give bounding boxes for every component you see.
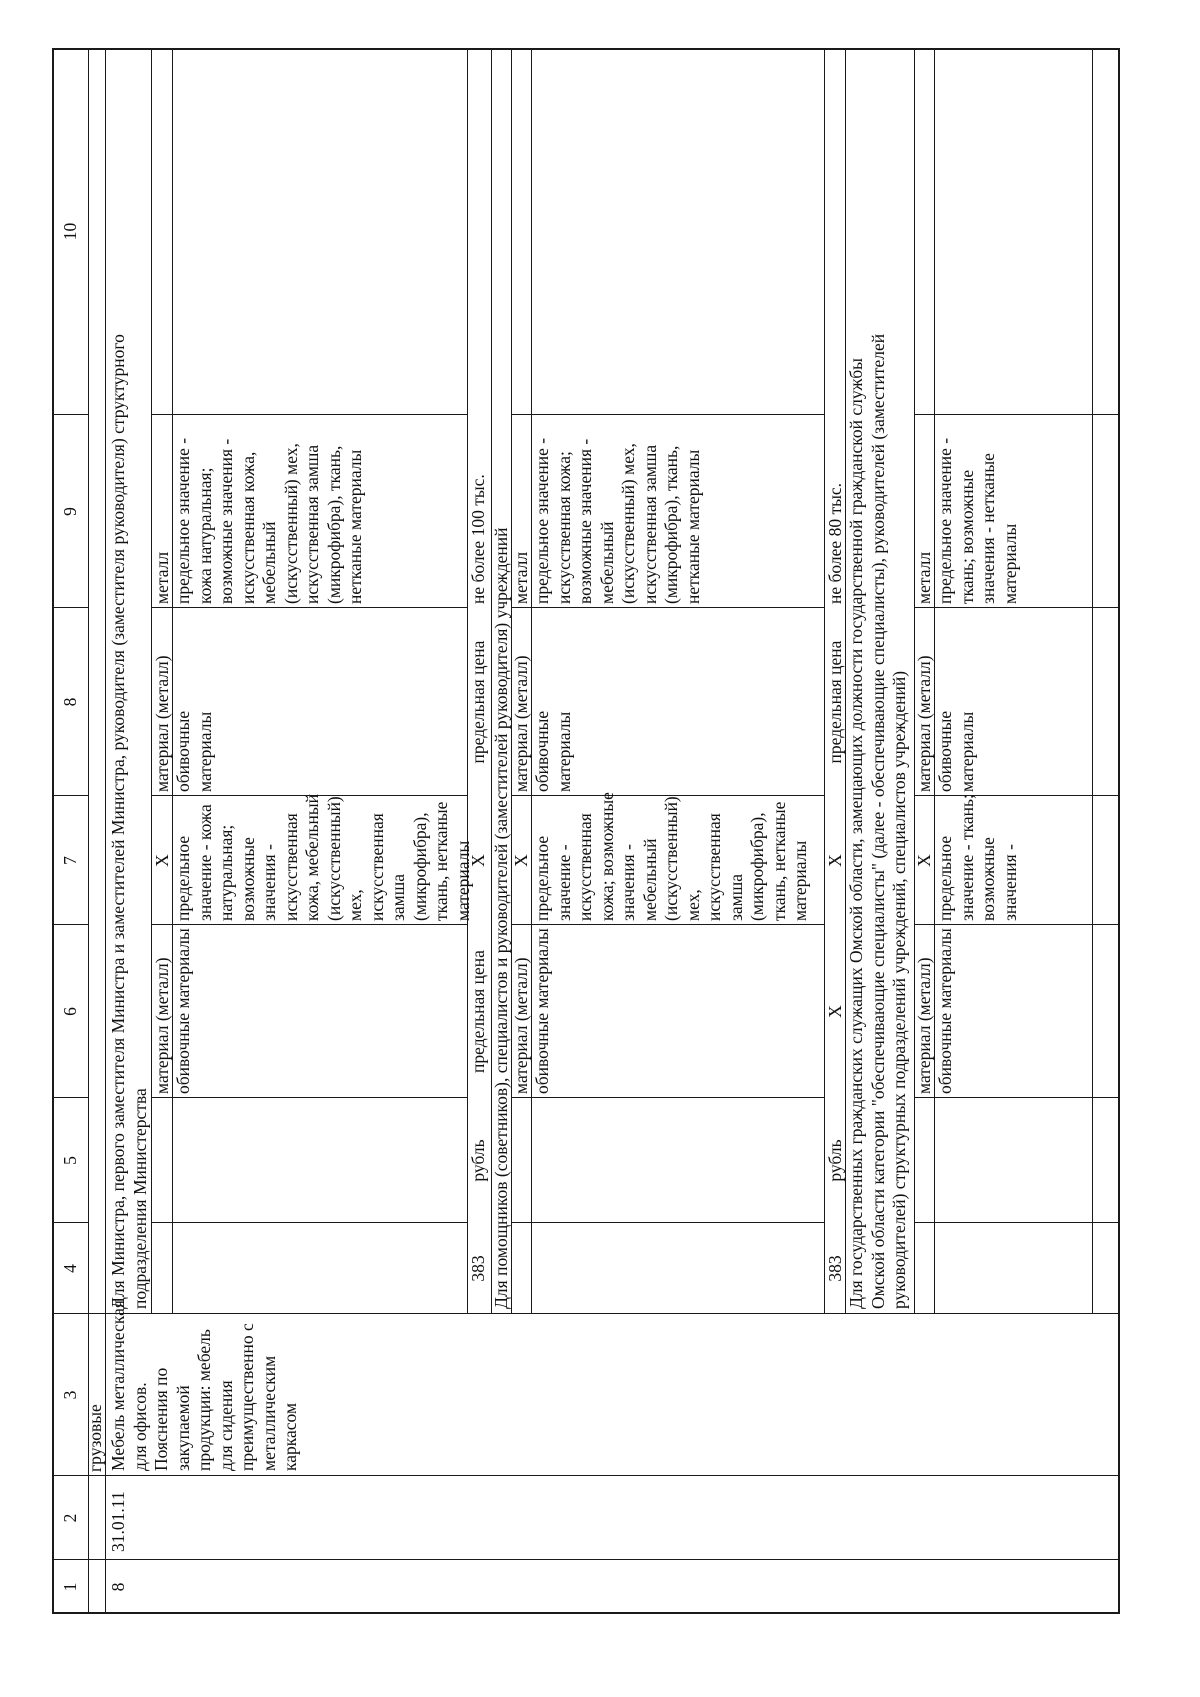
s1-material-c6: материал (металл) <box>152 957 172 1094</box>
col-number-5: 5 <box>60 1156 80 1165</box>
trucks-label: грузовые <box>85 1404 105 1472</box>
s1-material-c8: материал (металл) <box>152 655 172 792</box>
col-number-4: 4 <box>60 1264 80 1273</box>
item-code: 31.01.11 <box>108 1491 128 1552</box>
s1-price-c5: рубль <box>468 1139 488 1182</box>
s1-material-c7: X <box>152 854 172 867</box>
s3-upholstery-c7: предельное значение - ткань; возможные значения - <box>935 794 1020 921</box>
border-left <box>52 1613 1120 1615</box>
col-number-8: 8 <box>60 697 80 707</box>
s1-price-c9: не более 100 тыс. <box>468 474 488 604</box>
s2-price-c6: X <box>825 1005 845 1018</box>
s1-upholstery-c6: обивочные материалы <box>173 928 193 1094</box>
col-number-2: 2 <box>60 1513 80 1523</box>
s1-price-c6: предельная цена <box>468 950 488 1073</box>
s2-upholstery-c7: предельное значение - искусственная кожа; возможные значения - мебельный (искусственный) мех, искусственная замша (микрофибра), ткань, нетканые материалы <box>532 792 810 921</box>
s3-upholstery-c9: предельное значение - ткань; возможные значения - нетканые материалы <box>935 437 1020 604</box>
col-number-9: 9 <box>60 507 80 516</box>
s2-price-c7: X <box>825 854 845 867</box>
s3-material-c7: X <box>914 854 934 867</box>
s3-material-c9: металл <box>914 551 934 604</box>
s2-upholstery-c9: предельное значение - искусственная кожа; возможные значения - мебельный (искусственный) мех, искусственная замша (микрофибра), ткань, нетканые материалы <box>532 437 703 604</box>
section-3-title: Для государственных гражданских служащих Омской области, замещающих должности государственной гражданской службы Омской области категории "обеспечивающие специалисты" (далее - обеспечивающие специалисты), руководителей (заместителей руководителей) структурных подразделений учреждений, специалистов учреждений) <box>846 333 909 1309</box>
col-line-2 <box>52 1475 1120 1476</box>
s1-upholstery-c8: обивочные материалы <box>173 710 215 792</box>
header-line <box>88 48 89 1614</box>
col-number-7: 7 <box>60 856 80 865</box>
border-bottom <box>1118 48 1120 1614</box>
item-name: Мебель металлическая для офисов. Пояснения по закупаемой продукции: мебель для сидения преимущественно с металлическим каркасом <box>108 1300 300 1471</box>
trucks-line <box>105 48 106 1614</box>
s3-material-c6: материал (металл) <box>914 957 934 1094</box>
s1-upholstery-c7: предельное значение - кожа натуральная; возможные значения - искусственная кожа, мебельный (искусственный) мех, искусственная замша (микрофибра), ткань, нетканые материалы <box>173 793 473 921</box>
col-number-6: 6 <box>60 1007 80 1016</box>
s2-material-c9: металл <box>511 551 531 604</box>
rotated-table <box>52 48 1120 1614</box>
border-top <box>52 48 54 1614</box>
s1-price-c8: предельная цена <box>468 640 488 764</box>
item-number: 8 <box>108 1582 128 1592</box>
s2-material-c6: материал (металл) <box>511 957 531 1094</box>
s1-price-c7: X <box>468 854 488 867</box>
s2-upholstery-c8: обивочные материалы <box>532 710 574 792</box>
col-number-1: 1 <box>60 1582 80 1592</box>
col-number-10: 10 <box>60 222 80 241</box>
s2-price-c9: не более 80 тыс. <box>825 483 845 604</box>
s1-material-c9: металл <box>152 551 172 604</box>
s2-price-c5: рубль <box>825 1139 845 1182</box>
s3-upholstery-c8: обивочные материалы <box>935 710 977 792</box>
s2-material-c7: X <box>511 854 531 867</box>
section-2-title: Для помощников (советников), специалистов и руководителей (заместителей руководителя) учреждений <box>491 527 511 1309</box>
s2-upholstery-c6: обивочные материалы <box>532 928 552 1094</box>
col-number-3: 3 <box>60 1390 80 1400</box>
s1-price-c4: 383 <box>468 1255 488 1282</box>
section-1-title: Для Министра, первого заместителя Министра и заместителей Министра, руководителя (заместителя руководителя) структурного подразделения Министерства <box>108 334 150 1309</box>
s3-material-c8: материал (металл) <box>914 655 934 792</box>
s2-price-c4: 383 <box>825 1255 845 1282</box>
s3-upholstery-c6: обивочные материалы <box>935 928 955 1094</box>
border-right <box>52 49 1120 51</box>
s2-price-c8: предельная цена <box>825 640 845 764</box>
s2-material-c8: материал (металл) <box>511 655 531 792</box>
s1-upholstery-c9: предельное значение - кожа натуральная; возможные значения - искусственная кожа, мебельный (искусственный) мех, искусственная замша (микрофибра), ткань, нетканые материалы <box>173 437 365 604</box>
col-line-1 <box>52 1559 1120 1560</box>
